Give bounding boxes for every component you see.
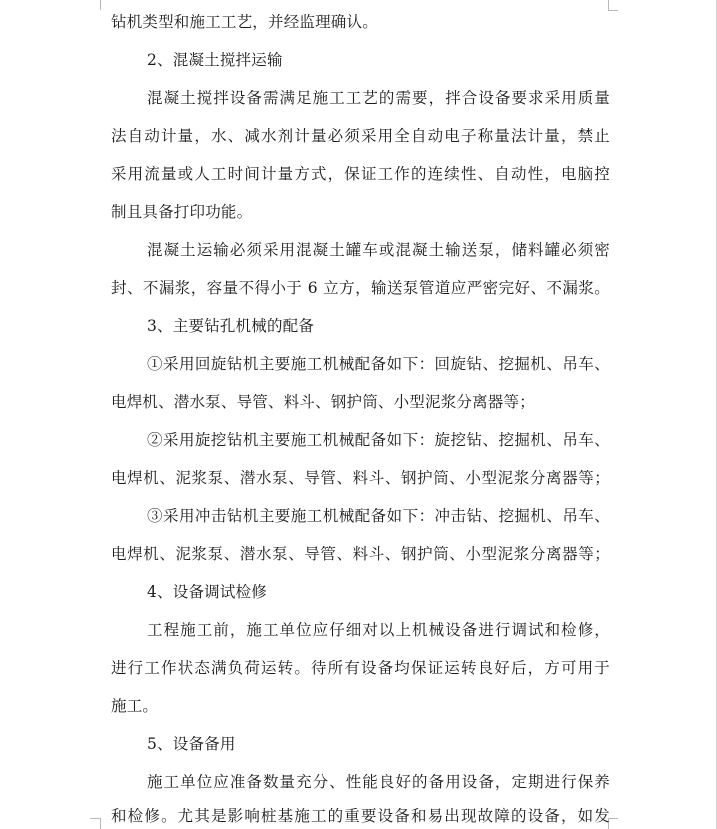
paragraph-line: 法自动计量，水、减水剂计量必须采用全自动电子称量法计量，禁止 <box>111 127 610 145</box>
paragraph-line: 钻机类型和施工工艺，并经监理确认。 <box>111 13 378 31</box>
paragraph-line: 电焊机、泥浆泵、潜水泵、导管、料斗、钢护筒、小型泥浆分离器等； <box>111 545 610 563</box>
crop-mark-top-right-h <box>608 10 618 11</box>
paragraph-line: 和检修。尤其是影响桩基施工的重要设备和易出现故障的设备，如发 <box>111 807 610 825</box>
paragraph-line: 封、不漏浆，容量不得小于 6 立方，输送泵管道应严密完好、不漏浆。 <box>111 279 610 297</box>
paragraph-line: 混凝土运输必须采用混凝土罐车或混凝土输送泵，储料罐必须密 <box>147 241 610 259</box>
crop-mark-bottom-left-h <box>90 818 100 819</box>
crop-mark-top-right-v <box>608 0 609 10</box>
crop-mark-bottom-left-v <box>100 818 101 829</box>
paragraph-line: 混凝土搅拌设备需满足施工工艺的需要，拌合设备要求采用质量 <box>147 89 610 107</box>
paragraph-line: 制且具备打印功能。 <box>111 203 253 221</box>
paragraph-line: 电焊机、泥浆泵、潜水泵、导管、料斗、钢护筒、小型泥浆分离器等； <box>111 469 610 487</box>
paragraph-line: 进行工作状态满负荷运转。待所有设备均保证运转良好后，方可用于 <box>111 659 610 677</box>
paragraph-line: ①采用回旋钻机主要施工机械配备如下：回旋钻、挖掘机、吊车、 <box>147 355 610 373</box>
crop-mark-top-left-v <box>100 0 101 10</box>
paragraph-line: 采用流量或人工时间计量方式，保证工作的连续性、自动性，电脑控 <box>111 165 610 183</box>
paragraph-line: 工程施工前，施工单位应仔细对以上机械设备进行调试和检修， <box>147 621 610 639</box>
section-heading: 2、混凝土搅拌运输 <box>147 51 283 69</box>
section-heading: 4、设备调试检修 <box>147 583 267 601</box>
section-heading: 5、设备备用 <box>147 735 236 753</box>
paragraph-line: ②采用旋挖钻机主要施工机械配备如下：旋挖钻、挖掘机、吊车、 <box>147 431 610 449</box>
section-heading: 3、主要钻孔机械的配备 <box>147 317 315 335</box>
paragraph-line: 施工。 <box>111 697 159 715</box>
paragraph-line: 电焊机、潜水泵、导管、料斗、钢护筒、小型泥浆分离器等； <box>111 393 535 411</box>
paragraph-line: ③采用冲击钻机主要施工机械配备如下：冲击钻、挖掘机、吊车、 <box>147 507 610 525</box>
paragraph-line: 施工单位应准备数量充分、性能良好的备用设备，定期进行保养 <box>147 773 610 791</box>
